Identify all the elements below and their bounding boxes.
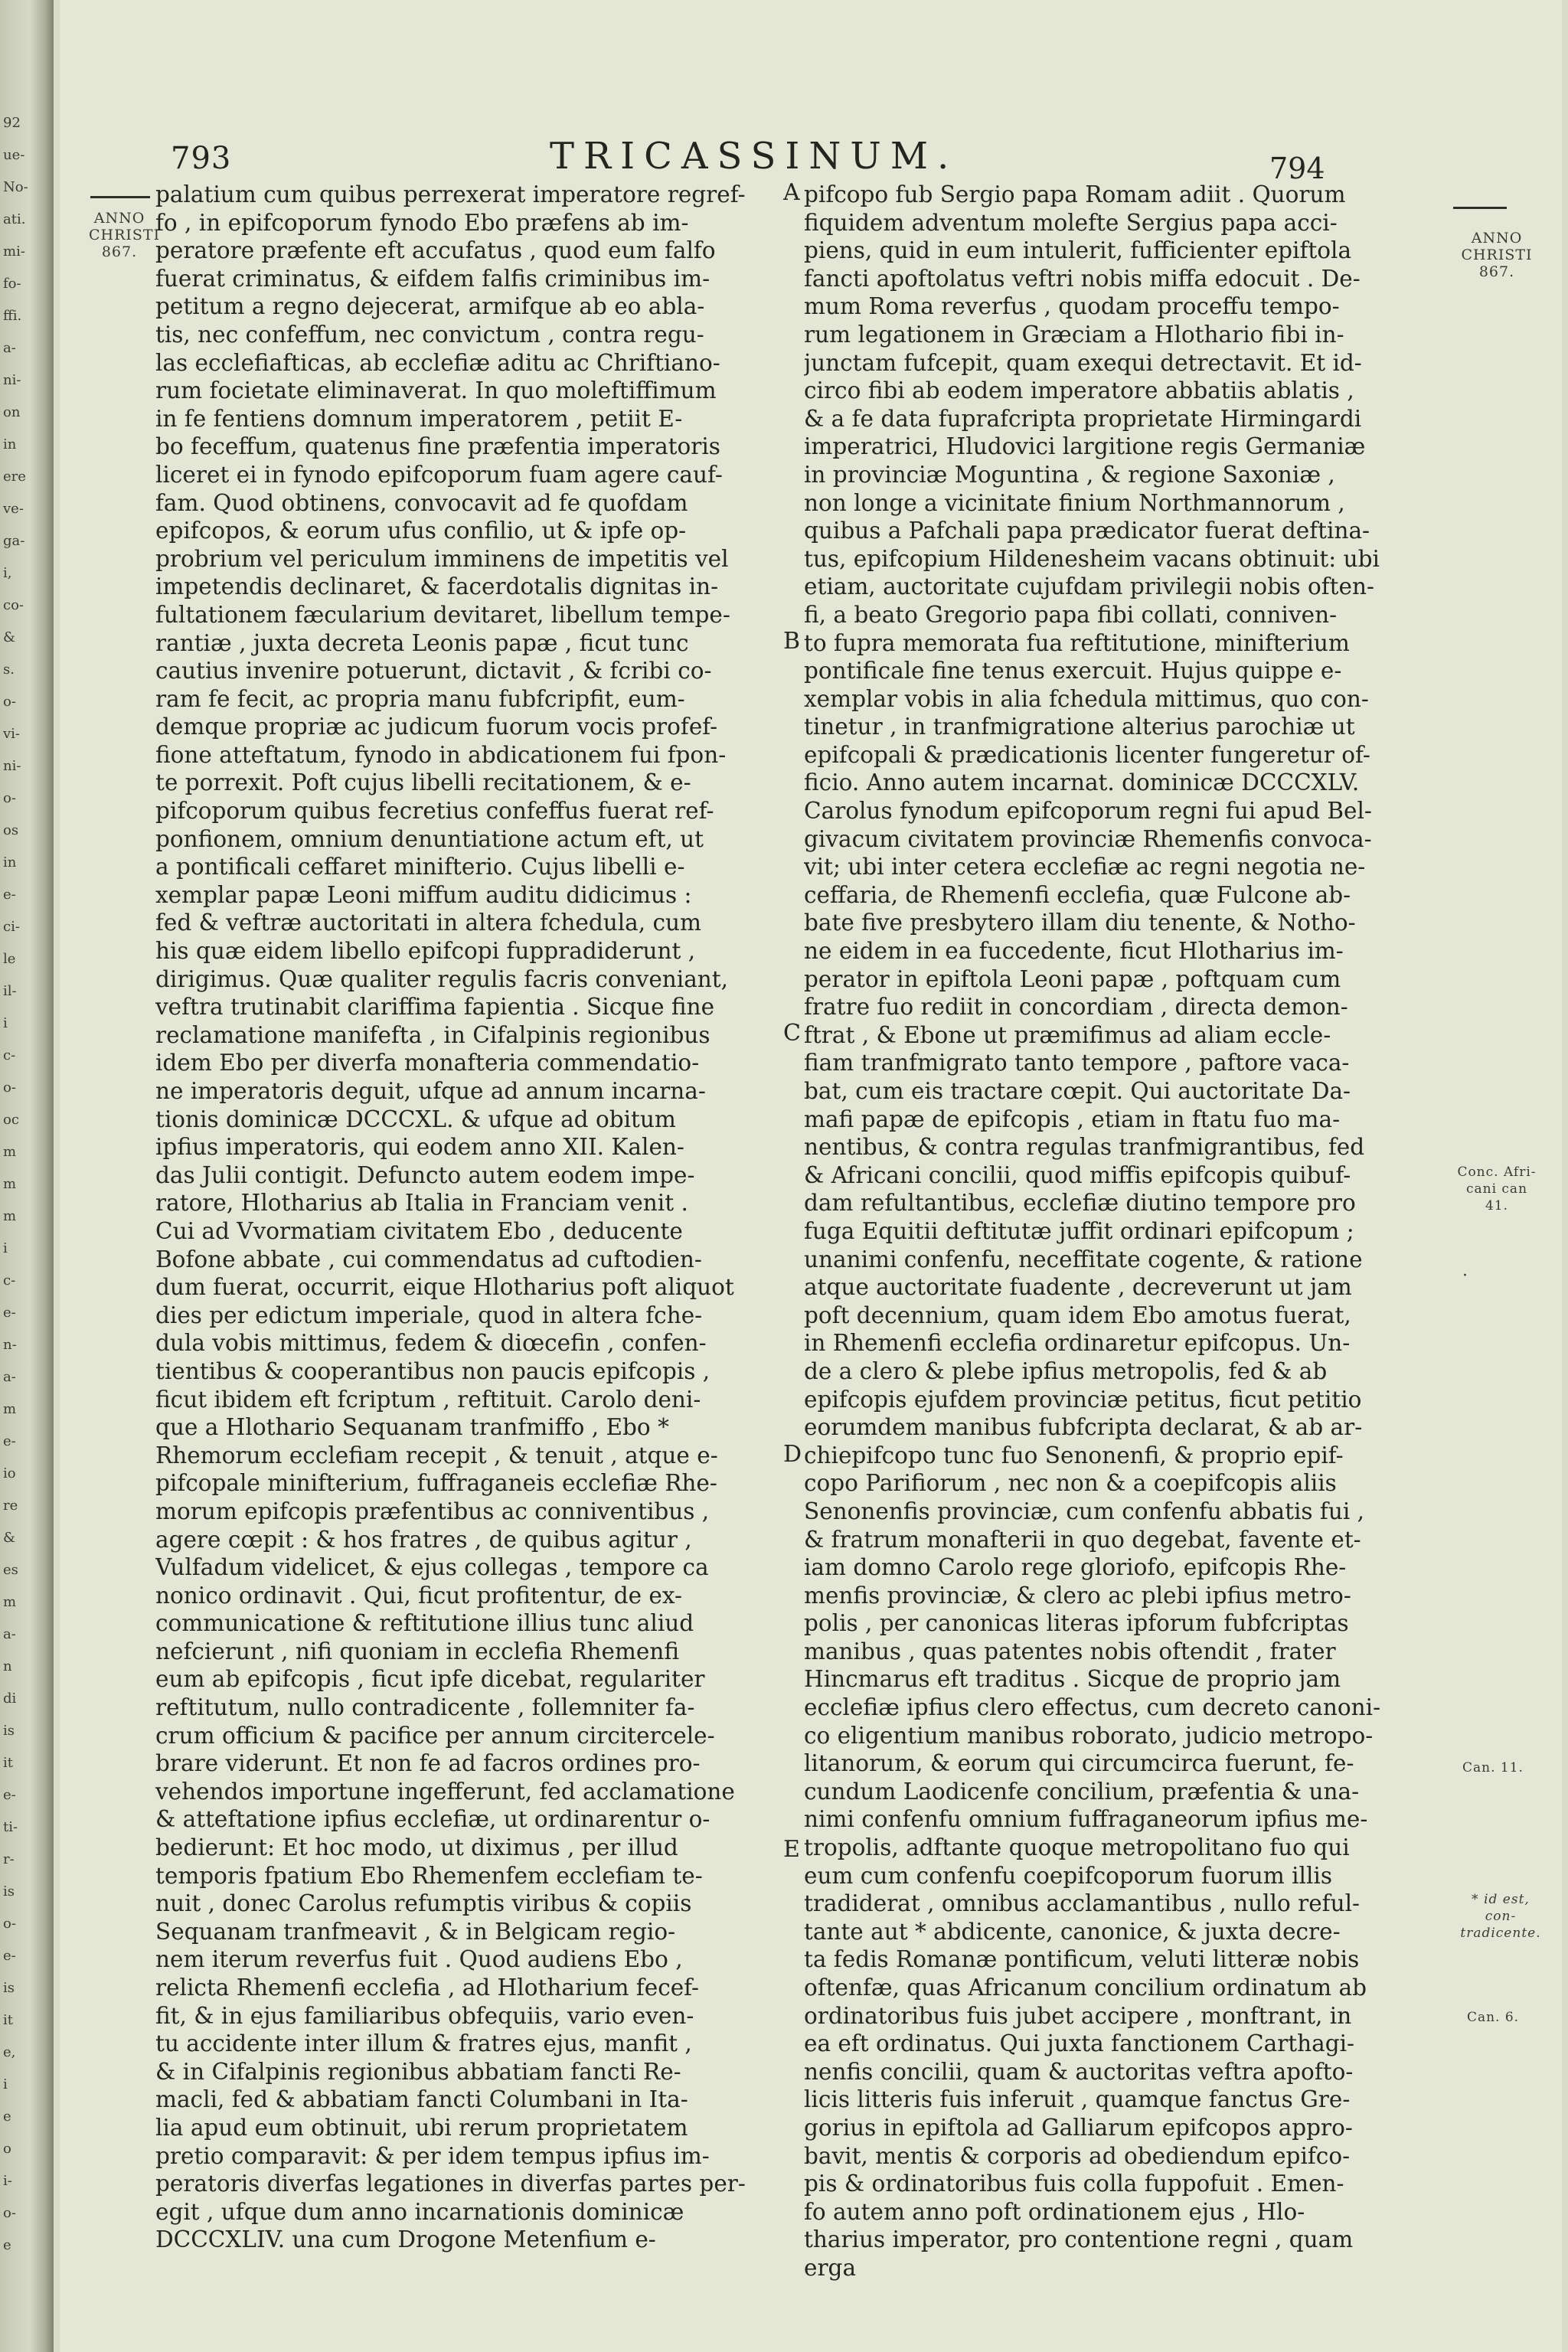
text-line: dula vobis mittimus, fedem & diœcefin , confen- — [155, 1330, 707, 1357]
text-line: tropolis, adftante quoque metropolitano fuo qui — [804, 1834, 1350, 1861]
binding-fragment: ue- — [3, 147, 25, 163]
text-line: ordinatoribus fuis jubet accipere , monftrant, in — [804, 2002, 1352, 2029]
binding-fragment: o- — [3, 1916, 16, 1932]
text-line: cautius invenire potuerunt, dictavit , & fcribi co- — [155, 658, 712, 684]
text-line: co eligentium manibus roborato, judicio metropo- — [804, 1722, 1374, 1749]
binding-fragment: n- — [3, 1337, 17, 1353]
text-line: in fe fentiens domnum imperatorem , petiit E- — [155, 405, 683, 432]
text-line: fo , in epifcoporum fynodo Ebo præfens ab im- — [155, 209, 689, 236]
left-header-rule — [90, 196, 150, 198]
text-line: egit , ufque dum anno incarnationis dominicæ — [155, 2198, 684, 2225]
binding-fragment: it — [3, 1755, 13, 1771]
text-line: mum Roma reverfus , quodam proceffu tempo- — [804, 293, 1340, 320]
text-line: mafi papæ de epifcopis , etiam in ftatu fuo ma- — [804, 1106, 1341, 1132]
text-line: in provinciæ Moguntina , & regione Saxoniæ , — [804, 461, 1335, 488]
text-line: palatium cum quibus perrexerat imperatore regref- — [155, 181, 746, 207]
text-line: ne eidem in ea fuccedente, ficut Hlotharius im- — [804, 938, 1344, 965]
text-line: licis litteris fuis inferuit , quamque fanctus Gre- — [804, 2086, 1351, 2113]
text-line: bo feceffum, quatenus fine præfentia imperatoris — [155, 433, 720, 460]
text-line: tinetur , in tranfmigratione alterius parochiæ ut — [804, 714, 1355, 740]
text-line: xemplar vobis in alia fchedula mittimus, quo con- — [804, 685, 1369, 712]
text-line: gorius in epiftola ad Galliarum epifcopos appro- — [804, 2114, 1353, 2141]
text-line: veftra trutinabit clariffima fapientia . Sicque fine — [155, 994, 715, 1021]
text-line: & in Cifalpinis regionibus abbatiam fancti Re- — [155, 2058, 681, 2085]
text-line: tante aut * abdicente, canonice, & juxta decre- — [804, 1918, 1341, 1945]
binding-fragment: o- — [3, 2205, 16, 2221]
text-line: nenfis concilii, quam & auctoritas veftra apofto- — [804, 2058, 1354, 2085]
text-line: nem iterum reverfus fuit . Quod audiens Ebo , — [155, 1946, 683, 1973]
right-header-rule — [1453, 207, 1507, 209]
binding-fragment: & — [3, 629, 16, 645]
text-line: & atteftatione ipfius ecclefiæ, ut ordinarentur o- — [155, 1806, 710, 1833]
binding-fragment: c- — [3, 1272, 16, 1289]
text-line: tientibus & cooperantibus non paucis epifcopis , — [155, 1357, 710, 1384]
text-line: circo fibi ab eodem imperatore abbatiis ablatis , — [804, 377, 1354, 404]
text-line: copo Parifiorum , nec non & a coepifcopis aliis — [804, 1470, 1337, 1497]
left-column — [155, 181, 799, 2254]
binding-fragment: m — [3, 1401, 17, 1417]
section-letter-c: C — [783, 1020, 801, 1047]
text-line: de a clero & plebe ipfius metropolis, fed & ab — [804, 1357, 1328, 1384]
text-line: dam refultantibus, ecclefiæ diutino tempore pro — [804, 1190, 1356, 1217]
can-11-note: Can. 11. — [1462, 1760, 1524, 1775]
text-line: rum legationem in Græciam a Hlothario fibi in- — [804, 321, 1344, 348]
text-line: etiam, auctoritate cujufdam privilegii nobis often- — [804, 573, 1374, 600]
binding-fragment: a- — [3, 340, 16, 356]
text-line: fione atteftatum, fynodo in abdicationem fui fpon- — [155, 741, 727, 768]
binding-fragment: i- — [3, 2173, 12, 2189]
section-letter-e: E — [783, 1836, 800, 1863]
text-line: pontificale fine tenus exercuit. Hujus quippe e- — [804, 658, 1342, 684]
text-line: & a fe data fuprafcripta proprietate Hirmingardi — [804, 405, 1362, 432]
text-line: ecclefiæ ipfius clero effectus, cum decreto canoni- — [804, 1694, 1381, 1721]
text-line: eum cum confenfu coepifcoporum fuorum illis — [804, 1862, 1332, 1889]
binding-fragment: i — [3, 1015, 8, 1031]
book-page — [60, 0, 1562, 2352]
text-line: peratore præfente eft accufatus , quod eum falfo — [155, 237, 716, 264]
binding-fragment: in — [3, 436, 17, 452]
text-line: quibus a Pafchali papa prædicator fuerat deftina- — [804, 518, 1370, 544]
binding-fragment: r- — [3, 1851, 15, 1867]
text-line: temporis fpatium Ebo Rhemenfem ecclefiam te- — [155, 1862, 703, 1889]
text-line: fed & veftræ auctoritati in altera fchedula, cum — [155, 910, 702, 936]
binding-fragment: n — [3, 1658, 12, 1674]
section-letter-b: B — [783, 628, 801, 655]
binding-fragment: & — [3, 1530, 16, 1546]
text-line: ea eft ordinatus. Qui juxta fanctionem Carthagi- — [804, 2030, 1355, 2057]
text-line: brare viderunt. Et non fe ad facros ordines pro- — [155, 1750, 701, 1777]
text-line: fancti apoftolatus veftri nobis miffa edocuit . De- — [804, 265, 1361, 292]
binding-fragment: m — [3, 1208, 17, 1224]
text-line: tradiderat , omnibus acclamantibus , nullo reful- — [804, 1890, 1360, 1917]
text-line: & fratrum monafterii in quo degebat, favente et- — [804, 1526, 1361, 1553]
text-line: erga — [804, 2254, 857, 2281]
text-line: polis , per canonicas literas ipforum fubfcriptas — [804, 1610, 1349, 1637]
text-line: imperatrici, Hludovici largitione regis Germaniæ — [804, 433, 1366, 460]
text-line: epifcopis ejufdem provinciæ petitus, ficut petitio — [804, 1386, 1362, 1413]
binding-fragment: ti- — [3, 1819, 18, 1835]
binding-fragment: o- — [3, 1080, 16, 1096]
text-line: idem Ebo per diverfa monafteria commendatio- — [155, 1050, 700, 1076]
text-line: menfis provinciæ, & clero ac plebi ipfius metro- — [804, 1582, 1351, 1609]
text-line: Rhemorum ecclefiam recepit , & tenuit , atque e- — [155, 1442, 718, 1468]
text-line: probrium vel periculum imminens de impetitis vel — [155, 545, 729, 572]
text-line: dum fuerat, occurrit, eique Hlotharius poft aliquot — [155, 1274, 734, 1301]
binding-fragment: e — [3, 2237, 11, 2253]
text-line: fi, a beato Gregorio papa fibi collati, conniven- — [804, 601, 1338, 628]
text-line: tu accidente inter illum & fratres ejus, manfit , — [155, 2030, 692, 2057]
text-line: ceffaria, de Rhemenfi ecclefia, quæ Fulcone ab- — [804, 881, 1351, 908]
text-line: perator in epiftola Leoni papæ , poftquam cum — [804, 965, 1341, 992]
binding-fragment: ve- — [3, 501, 24, 517]
text-line: dirigimus. Quæ qualiter regulis facris conveniant, — [155, 965, 729, 992]
text-line: fratre fuo rediit in concordiam , directa demon- — [804, 994, 1348, 1021]
text-line: dies per edictum imperiale, quod in altera fche- — [155, 1302, 703, 1328]
text-line: Carolus fynodum epifcoporum regni fui apud Bel- — [804, 798, 1372, 825]
text-line: rantiæ , juxta decreta Leonis papæ , ficut tunc — [155, 629, 689, 656]
text-line: tis, nec confeffum, nec convictum , contra regu- — [155, 321, 704, 348]
left-anno-note: ANNO CHRISTI 867. — [89, 210, 161, 260]
text-line: unanimi confenfu, neceffitate cogente, & ratione — [804, 1246, 1363, 1272]
text-line: nonico ordinavit . Qui, ficut profitentur, de ex- — [155, 1582, 682, 1609]
text-line: manibus , quas patentes nobis oftendit , frater — [804, 1638, 1336, 1664]
conc-africani-note: Conc. Afri- cani can 41. — [1457, 1165, 1537, 1214]
text-line: pis & ordinatoribus fuis colla fuppofuit . Emen- — [804, 2171, 1344, 2197]
binding-fragment: il- — [3, 983, 17, 999]
text-line: tharius imperator, pro contentione regni , quam — [804, 2226, 1354, 2253]
binding-fragment: re — [3, 1498, 18, 1514]
text-line: Sequanam tranfmeavit , & in Belgicam regio- — [155, 1918, 676, 1945]
idest-note: * id est, con- tradicente. — [1460, 1892, 1541, 1941]
binding-fragment: 92 — [3, 115, 21, 131]
text-line: tus, epifcopium Hildenesheim vacans obtinuit: ubi — [804, 545, 1380, 572]
text-line: fam. Quod obtinens, convocavit ad fe quofdam — [155, 489, 688, 516]
text-line: poft decennium, quam idem Ebo amotus fuerat, — [804, 1302, 1351, 1328]
text-line: ftrat , & Ebone ut præmifimus ad aliam eccle- — [804, 1021, 1331, 1048]
running-title: TRICASSINUM. — [550, 135, 959, 178]
binding-fragment: ga- — [3, 533, 25, 549]
text-line: ficut ibidem eft fcriptum , reftituit. Carolo deni- — [155, 1386, 701, 1413]
text-line: eum ab epifcopis , ficut ipfe dicebat, regulariter — [155, 1666, 705, 1693]
text-line: reclamatione manifefta , in Cifalpinis regionibus — [155, 1021, 710, 1048]
text-line: impetendis declinaret, & facerdotalis dignitas in- — [155, 573, 719, 600]
binding-fragment: i — [3, 2076, 8, 2092]
text-line: las ecclefiafticas, ab ecclefiæ aditu ac Chriftiano- — [155, 349, 720, 376]
text-line: nefcierunt , nifi quoniam in ecclefia Rhemenfi — [155, 1638, 680, 1664]
text-line: cundum Laodicenfe concilium, præfentia & una- — [804, 1778, 1360, 1805]
text-line: reftitutum, nullo contradicente , follemniter fa- — [155, 1694, 695, 1721]
binding-fragment: ci- — [3, 919, 20, 935]
text-line: bavit, mentis & corporis ad obediendum epifco- — [804, 2142, 1351, 2169]
text-line: fiam tranfmigrato tanto tempore , paftore vaca- — [804, 1050, 1350, 1076]
binding-fragment: ffi. — [3, 308, 22, 324]
text-line: lia apud eum obtinuit, ubi rerum proprietatem — [155, 2114, 688, 2141]
text-line: morum epifcopis præfentibus ac conniventibus , — [155, 1498, 710, 1524]
binding-fragment: e- — [3, 1433, 16, 1449]
text-line: Senonenfis provinciæ, cum confenfu abbatis fui , — [804, 1498, 1365, 1524]
binding-fragment: s. — [3, 662, 15, 678]
text-line: te porrexit. Poft cujus libelli recitationem, & e- — [155, 769, 691, 796]
binding-fragment: i, — [3, 565, 12, 581]
binding-fragment: mi- — [3, 243, 25, 260]
text-line: tionis dominicæ DCCCXL. & ufque ad obitum — [155, 1106, 676, 1132]
text-line: epifcopali & prædicationis licenter fungeretur of- — [804, 741, 1370, 768]
binding-fragment: in — [3, 854, 17, 871]
text-line: communicatione & reftitutione illius tunc aliud — [155, 1610, 694, 1637]
binding-fragment: i — [3, 1240, 8, 1256]
text-line: ponfionem, omnium denuntiatione actum eft, ut — [155, 825, 704, 852]
text-line: fiquidem adventum molefte Sergius papa acci- — [804, 209, 1338, 236]
text-line: bedierunt: Et hoc modo, ut diximus , per illud — [155, 1834, 678, 1861]
binding-fragment: di — [3, 1690, 17, 1707]
binding-fragment: c- — [3, 1047, 16, 1063]
binding-fragment: e- — [3, 1305, 16, 1321]
binding-fragment: fo- — [3, 276, 21, 292]
binding-fragment: e- — [3, 887, 16, 903]
binding-fragment: it — [3, 2012, 13, 2028]
text-line: petitum a regno dejecerat, armifque ab eo abla- — [155, 293, 705, 320]
text-line: relicta Rhemenfi ecclefia , ad Hlotharium fecef- — [155, 1975, 700, 2001]
right-column — [804, 181, 1446, 2282]
text-line: rum focietate eliminaverat. In quo moleftiffimum — [155, 377, 717, 404]
text-line: fuerat criminatus, & eifdem falfis criminibus im- — [155, 265, 710, 292]
binding-fragment: le — [3, 951, 16, 967]
binding-fragment: e — [3, 2109, 11, 2125]
text-line: non longe a vicinitate finium Northmannorum , — [804, 489, 1345, 516]
binding-fragment: is — [3, 1723, 15, 1739]
text-line: ratore, Hlotharius ab Italia in Franciam venit . — [155, 1190, 688, 1217]
right-page-number: 794 — [1269, 152, 1325, 185]
text-line: xemplar papæ Leoni miffum auditu didicimus : — [155, 881, 692, 908]
text-line: in Rhemenfi ecclefia ordinaretur epifcopus. Un- — [804, 1330, 1351, 1357]
text-line: vehendos importune ingefferunt, fed acclamatione — [155, 1778, 735, 1805]
text-line: atque auctoritate fuadente , decreverunt ut jam — [804, 1274, 1352, 1301]
section-letter-d: D — [783, 1441, 802, 1468]
text-line: junctam fufcepit, quam exequi detrectavit. Et id- — [804, 349, 1362, 376]
binding-fragment: o- — [3, 790, 16, 806]
text-line: nentibus, & contra regulas tranfmigrantibus, fed — [804, 1134, 1365, 1161]
text-line: fultationem fæcularium devitaret, libellum tempe- — [155, 601, 730, 628]
binding-fragment: a- — [3, 1626, 16, 1642]
text-line: givacum civitatem provinciæ Rhemenfis convoca- — [804, 825, 1372, 852]
binding-fragment: e- — [3, 1787, 16, 1803]
binding-fragment: a- — [3, 1369, 16, 1385]
asterisk-mark: · — [1462, 1266, 1468, 1285]
text-line: DCCCXLIV. una cum Drogone Metenfium e- — [155, 2226, 656, 2253]
binding-fragment: o- — [3, 694, 16, 710]
text-line: liceret ei in fynodo epifcoporum fuam agere cauf- — [155, 461, 723, 488]
text-line: ficio. Anno autem incarnat. dominicæ DCCCXLV. — [804, 769, 1360, 796]
text-line: a pontificali ceffaret minifterio. Cujus libelli e- — [155, 854, 685, 880]
binding-fragment: is — [3, 1980, 15, 1996]
can-6-note: Can. 6. — [1466, 2010, 1520, 2025]
text-line: macli, fed & abbatiam fancti Columbani in Ita- — [155, 2086, 688, 2113]
binding-fragment: m — [3, 1176, 17, 1192]
binding-fragment: es — [3, 1562, 18, 1578]
binding-fragment: on — [3, 404, 21, 420]
text-line: his quæ eidem libello epifcopi fuppradiderunt , — [155, 938, 696, 965]
right-anno-note: ANNO CHRISTI 867. — [1461, 230, 1533, 280]
text-line: pifcoporum quibus fecretius confeffus fuerat ref- — [155, 798, 714, 825]
text-line: das Julii contigit. Defuncto autem eodem impe- — [155, 1161, 695, 1188]
text-line: nimi confenfu omnium fuffraganeorum ipfius me- — [804, 1806, 1368, 1833]
binding-fragment: is — [3, 1883, 15, 1900]
text-line: Bofone abbate , cui commendatus ad cuftodien- — [155, 1246, 702, 1272]
text-line: iam domno Carolo rege gloriofo, epifcopis Rhe- — [804, 1554, 1347, 1581]
text-line: pifcopale minifterium, fuffraganeis ecclefiæ Rhe- — [155, 1470, 717, 1497]
section-letter-a: A — [783, 179, 800, 206]
binding-fragment: co- — [3, 597, 24, 613]
text-line: pretio comparavit: & per idem tempus ipfius im- — [155, 2142, 710, 2169]
left-page-number: 793 — [171, 141, 232, 176]
binding-fragment: ni- — [3, 758, 21, 774]
text-line: ram fe fecit, ac propria manu fubfcripfit, eum- — [155, 685, 685, 712]
binding-fragment: os — [3, 822, 19, 838]
binding-fragment: m — [3, 1594, 17, 1610]
text-line: epifcopos, & eorum ufus confilio, ut & ipfe op- — [155, 518, 687, 544]
text-line: peratoris diverfas legationes in diverfas partes per- — [155, 2171, 746, 2197]
text-line: bate five presbytero illam diu tenente, & Notho- — [804, 910, 1356, 936]
text-line: fuga Equitii deftitutæ juffit ordinari epifcopum ; — [804, 1217, 1354, 1244]
text-line: Cui ad Vvormatiam civitatem Ebo , deducente — [155, 1217, 683, 1244]
binding-fragment: e, — [3, 2044, 16, 2060]
text-line: oftenfæ, quas Africanum concilium ordinatum ab — [804, 1975, 1367, 2001]
text-line: fo autem anno poft ordinationem ejus , Hlo- — [804, 2198, 1305, 2225]
binding-fragment: ere — [3, 469, 26, 485]
binding-fragment: vi- — [3, 726, 21, 742]
text-line: to fupra memorata fua reftitutione, minifterium — [804, 629, 1350, 656]
text-line: ta fedis Romanæ pontificum, veluti litteræ nobis — [804, 1946, 1360, 1973]
binding-fragment: ati. — [3, 211, 26, 227]
binding-fragment: No- — [3, 179, 28, 195]
text-line: bat, cum eis tractare cœpit. Qui auctoritate Da- — [804, 1078, 1351, 1104]
binding-fragment: o — [3, 2141, 11, 2157]
text-line: demque propriæ ac judicum fuorum vocis profef- — [155, 714, 718, 740]
text-line: crum officium & pacifice per annum circitercele- — [155, 1722, 715, 1749]
binding-fragment: e- — [3, 1948, 16, 1964]
binding-fragment: oc — [3, 1112, 19, 1128]
text-line: eorumdem manibus fubfcripta declarat, & ab ar- — [804, 1414, 1363, 1441]
text-line: Hincmarus eft traditus . Sicque de proprio jam — [804, 1666, 1341, 1693]
text-line: nuit , donec Carolus refumptis viribus & copiis — [155, 1890, 692, 1917]
binding-gutter — [0, 0, 54, 2352]
text-line: ipfius imperatoris, qui eodem anno XII. Kalen- — [155, 1134, 684, 1161]
text-line: chiepifcopo tunc fuo Senonenfi, & proprio epif- — [804, 1442, 1344, 1468]
text-line: que a Hlothario Sequanam tranfmiffo , Ebo * — [155, 1414, 669, 1441]
text-line: piens, quid in eum intulerit, fufficienter epiftola — [804, 237, 1352, 264]
text-line: vit; ubi inter cetera ecclefiæ ac regni negotia ne- — [804, 854, 1366, 880]
binding-fragment: io — [3, 1465, 16, 1481]
text-line: Vulfadum videlicet, & ejus collegas , tempore ca — [155, 1554, 709, 1581]
binding-fragment: m — [3, 1144, 17, 1160]
text-line: pifcopo fub Sergio papa Romam adiit . Quorum — [804, 181, 1346, 207]
text-line: agere cœpit : & hos fratres , de quibus agitur , — [155, 1526, 692, 1553]
text-line: litanorum, & eorum qui circumcirca fuerunt, fe- — [804, 1750, 1354, 1777]
text-line: & Africani concilii, quod miffis epifcopis quibuf- — [804, 1161, 1351, 1188]
text-line: ne imperatoris deguit, ufque ad annum incarna- — [155, 1078, 706, 1104]
text-line: fit, & in ejus familiaribus obfequiis, vario even- — [155, 2002, 694, 2029]
page-header — [60, 135, 1562, 185]
binding-fragment: ni- — [3, 372, 21, 388]
